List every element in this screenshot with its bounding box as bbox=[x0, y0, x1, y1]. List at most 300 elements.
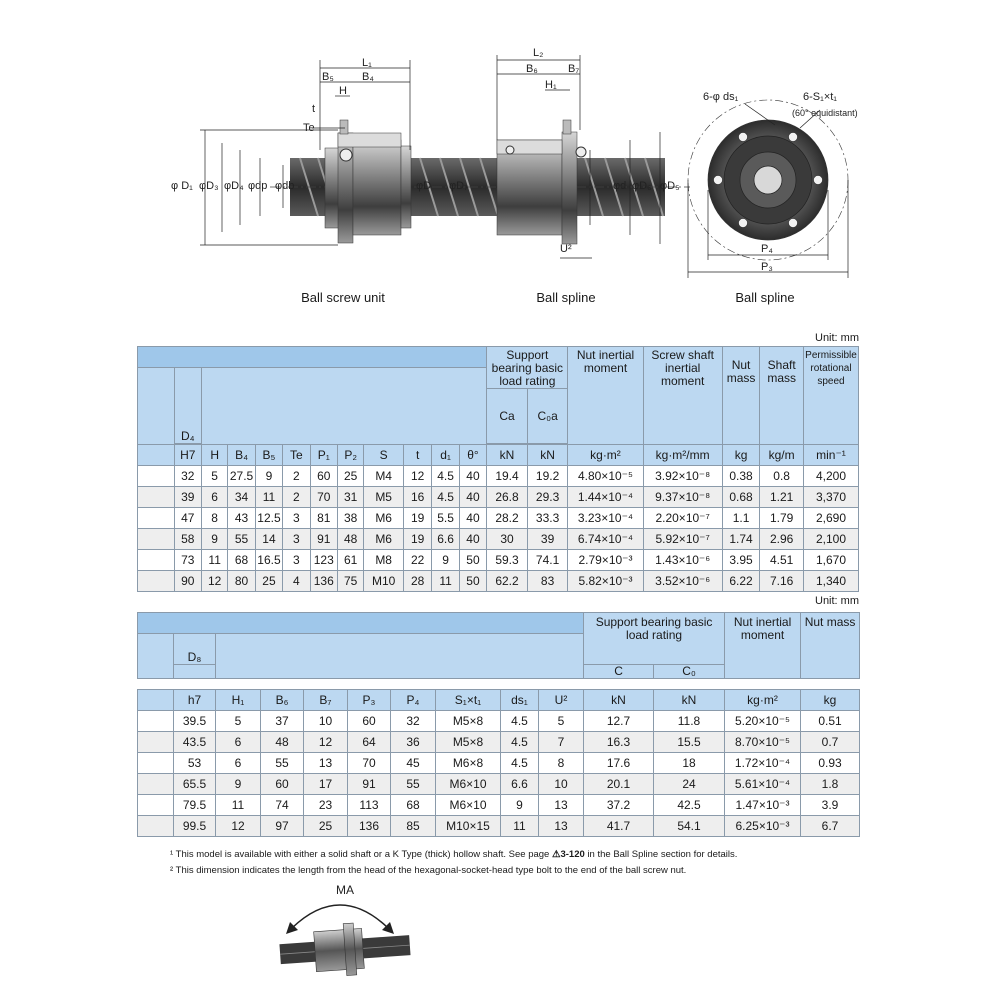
t2-cell: 4.5 bbox=[501, 732, 539, 753]
t2-cell: 11.8 bbox=[654, 711, 725, 732]
t1-cell: 0.38 bbox=[722, 466, 760, 487]
table-row bbox=[138, 753, 860, 774]
t1-cell: 62.2 bbox=[487, 571, 528, 592]
t1-cell: 32 bbox=[174, 466, 201, 487]
t1-cell: 9 bbox=[432, 550, 459, 571]
ball-spline-drawing bbox=[497, 120, 586, 244]
t2-cell: 0.7 bbox=[801, 732, 860, 753]
t2-cell: 13 bbox=[539, 816, 584, 837]
t2-cell: 136 bbox=[348, 816, 391, 837]
t1-col-header: kN bbox=[487, 445, 528, 466]
t1-cell: 3.52×10⁻⁶ bbox=[643, 571, 722, 592]
t1-nut-inertial-header: Nut inertial moment bbox=[568, 347, 643, 446]
t1-cell: 3 bbox=[283, 550, 310, 571]
t1-row-lead bbox=[138, 550, 175, 571]
dim-b4: B₄ bbox=[362, 71, 374, 83]
t2-cell: 37 bbox=[261, 711, 304, 732]
dim-d4: φD₄ bbox=[224, 180, 244, 192]
t2-cell: 18 bbox=[654, 753, 725, 774]
t1-cell: 4.80×10⁻⁵ bbox=[568, 466, 643, 487]
t1-cell: 74.1 bbox=[527, 550, 568, 571]
t2-cell: 7 bbox=[539, 732, 584, 753]
t1-blank-lead bbox=[138, 445, 175, 466]
t1-column-header-row bbox=[138, 445, 859, 466]
t2-cell: 60 bbox=[261, 774, 304, 795]
t2-cell: 36 bbox=[391, 732, 436, 753]
caption-ball-spline-end: Ball spline bbox=[735, 290, 795, 305]
caption-ball-spline: Ball spline bbox=[536, 290, 596, 305]
t1-cell: M6 bbox=[364, 529, 404, 550]
t2-cell: 9 bbox=[216, 774, 261, 795]
t1-cell: 4.5 bbox=[432, 466, 459, 487]
t2-cell: 74 bbox=[261, 795, 304, 816]
t1-cell: 73 bbox=[174, 550, 201, 571]
dim-p4: P₄ bbox=[761, 243, 773, 255]
t1-col-header: H7 bbox=[174, 445, 201, 466]
t2-cell: 16.3 bbox=[584, 732, 654, 753]
t2-col-header: U² bbox=[539, 690, 584, 711]
table-row bbox=[138, 550, 859, 571]
t2-cell: 24 bbox=[654, 774, 725, 795]
t1-cell: 3.92×10⁻⁸ bbox=[643, 466, 722, 487]
t2-cell: 15.5 bbox=[654, 732, 725, 753]
t2-column-header-row bbox=[138, 690, 860, 711]
t2-cell: M6×8 bbox=[436, 753, 501, 774]
dim-ds1: 6-φ ds₁ bbox=[703, 91, 739, 103]
t1-cell: 4.51 bbox=[760, 550, 804, 571]
t2-col-header: B₇ bbox=[304, 690, 348, 711]
footnote-1 bbox=[170, 849, 737, 860]
t2-cell: 17.6 bbox=[584, 753, 654, 774]
footnote-1-mark: ¹ bbox=[170, 849, 174, 860]
t1-cell: 91 bbox=[310, 529, 337, 550]
t1-cell: 5.5 bbox=[432, 508, 459, 529]
t1-col-header: kg·m²/mm bbox=[643, 445, 722, 466]
t1-col-header: kg bbox=[722, 445, 760, 466]
t1-cell: 28 bbox=[403, 571, 431, 592]
t2-cell: 11 bbox=[501, 816, 539, 837]
t1-col-header: θ° bbox=[459, 445, 486, 466]
t1-cell: 47 bbox=[174, 508, 201, 529]
t1-cell: 1.1 bbox=[722, 508, 760, 529]
t2-col-header: kN bbox=[654, 690, 725, 711]
t1-ca-header: Ca bbox=[487, 389, 528, 444]
t1-cell: M10 bbox=[364, 571, 404, 592]
table-row bbox=[138, 711, 860, 732]
t1-cell: 6 bbox=[201, 487, 227, 508]
t2-cell: 4.5 bbox=[501, 711, 539, 732]
t1-cell: 3 bbox=[283, 508, 310, 529]
t1-cell: 0.8 bbox=[760, 466, 804, 487]
t1-cell: 3.95 bbox=[722, 550, 760, 571]
t2-cell: 4.5 bbox=[501, 753, 539, 774]
t2-cell: 3.9 bbox=[801, 795, 860, 816]
t2-support-header: Support bearing basic load rating bbox=[584, 613, 725, 665]
dim-d: φD bbox=[416, 180, 432, 192]
t2-row-lead bbox=[138, 795, 174, 816]
t2-cell: 42.5 bbox=[654, 795, 725, 816]
dim-l2: L₂ bbox=[533, 47, 544, 59]
t1-cell: 2.79×10⁻³ bbox=[568, 550, 643, 571]
t1-row-lead bbox=[138, 571, 175, 592]
t2-col-header: kN bbox=[584, 690, 654, 711]
t1-cell: 27.5 bbox=[228, 466, 255, 487]
t2-row-lead bbox=[138, 711, 174, 732]
t2-cell: 20.1 bbox=[584, 774, 654, 795]
t1-cell: 1.43×10⁻⁶ bbox=[643, 550, 722, 571]
table-row bbox=[138, 795, 860, 816]
t2-cell: 91 bbox=[348, 774, 391, 795]
table-row bbox=[138, 529, 859, 550]
t1-cell: 12 bbox=[201, 571, 227, 592]
t1-cell: 4 bbox=[283, 571, 310, 592]
t1-cell: 81 bbox=[310, 508, 337, 529]
table-row bbox=[138, 816, 860, 837]
dim-d6: φD₆ bbox=[632, 180, 652, 192]
table-row bbox=[138, 571, 859, 592]
footnote-1-text-a: This model is available with either a solid shaft or a K Type (thick) hollow shaft. See page bbox=[175, 849, 552, 860]
t2-col-header: kg·m² bbox=[725, 690, 801, 711]
t1-col-header: kN bbox=[527, 445, 568, 466]
t1-cell: 19.4 bbox=[487, 466, 528, 487]
t2-cell: 17 bbox=[304, 774, 348, 795]
t2-cell: 5 bbox=[539, 711, 584, 732]
t1-col-header: kg·m² bbox=[568, 445, 643, 466]
t2-cell: 68 bbox=[391, 795, 436, 816]
t1-cell: 5.92×10⁻⁷ bbox=[643, 529, 722, 550]
t2-blank-lead bbox=[138, 690, 174, 711]
t1-cell: 2 bbox=[283, 487, 310, 508]
t1-cell: 22 bbox=[403, 550, 431, 571]
t1-cell: 16.5 bbox=[255, 550, 282, 571]
table-ball-screw-unit bbox=[137, 346, 859, 446]
t1-cell: 59.3 bbox=[487, 550, 528, 571]
t1-speed-header: Permissible rotational speed bbox=[804, 347, 859, 446]
t2-cell: 5 bbox=[216, 711, 261, 732]
ball-spline-end-view bbox=[688, 91, 858, 278]
table-row bbox=[138, 774, 860, 795]
t1-cell: 9.37×10⁻⁸ bbox=[643, 487, 722, 508]
t1-cell: 2,690 bbox=[803, 508, 858, 529]
table-row bbox=[138, 466, 859, 487]
t2-cell: 64 bbox=[348, 732, 391, 753]
t1-cell: 5 bbox=[201, 466, 227, 487]
t1-cell: 9 bbox=[201, 529, 227, 550]
moment-diagram bbox=[270, 880, 420, 995]
t2-cell: 54.1 bbox=[654, 816, 725, 837]
t2-cell: 32 bbox=[391, 711, 436, 732]
t2-cell: M6×10 bbox=[436, 795, 501, 816]
dim-l1: L₁ bbox=[362, 57, 372, 69]
t1-cell: 9 bbox=[255, 466, 282, 487]
dimension-labels bbox=[171, 47, 680, 255]
t1-cell: 43 bbox=[228, 508, 255, 529]
t1-shaft-mass-header: Shaft mass bbox=[760, 347, 804, 446]
t1-cell: 6.6 bbox=[432, 529, 459, 550]
t1-cell: M4 bbox=[364, 466, 404, 487]
dim-d1: φ D₁ bbox=[171, 180, 193, 192]
t2-col-header: P₄ bbox=[391, 690, 436, 711]
dim-b6: B₆ bbox=[526, 63, 538, 75]
dim-equidistant: (60° equidistant) bbox=[792, 108, 858, 118]
t2-cell: 65.5 bbox=[174, 774, 216, 795]
t1-cell: M6 bbox=[364, 508, 404, 529]
dimension-lines bbox=[200, 55, 660, 258]
t1-cell: 7.16 bbox=[760, 571, 804, 592]
t1-cell: 19 bbox=[403, 508, 431, 529]
t2-cell: 60 bbox=[348, 711, 391, 732]
t1-cell: 3.23×10⁻⁴ bbox=[568, 508, 643, 529]
t1-cell: 83 bbox=[527, 571, 568, 592]
dim-t: t bbox=[312, 103, 316, 115]
t1-cell: 40 bbox=[459, 466, 486, 487]
t1-cell: 3,370 bbox=[803, 487, 858, 508]
table1-body bbox=[137, 444, 859, 592]
t2-cell: 55 bbox=[261, 753, 304, 774]
footnote-2-text: This dimension indicates the length from the head of the hexagonal-socket-head type bolt to the end of the ball screw nut. bbox=[175, 865, 687, 876]
t1-cell: 6.74×10⁻⁴ bbox=[568, 529, 643, 550]
t1-cell: 1.44×10⁻⁴ bbox=[568, 487, 643, 508]
dim-dp: φdp bbox=[248, 180, 268, 192]
t2-cell: 10 bbox=[539, 774, 584, 795]
t2-cell: 41.7 bbox=[584, 816, 654, 837]
t2-col-header: H₁ bbox=[216, 690, 261, 711]
dim-d7: φD₇ bbox=[449, 180, 468, 192]
t2-row-lead bbox=[138, 753, 174, 774]
t1-col-header: P₁ bbox=[310, 445, 337, 466]
t1-cell: 2.20×10⁻⁷ bbox=[643, 508, 722, 529]
t1-cell: 31 bbox=[337, 487, 363, 508]
t1-cell: 12.5 bbox=[255, 508, 282, 529]
dim-h1: H₁ bbox=[545, 79, 557, 91]
t1-cell: 60 bbox=[310, 466, 337, 487]
t2-cell: 6.6 bbox=[501, 774, 539, 795]
t2-cell: M6×10 bbox=[436, 774, 501, 795]
t1-cell: 19.2 bbox=[527, 466, 568, 487]
t2-row-lead bbox=[138, 732, 174, 753]
t2-row-lead bbox=[138, 774, 174, 795]
t1-cell: 34 bbox=[228, 487, 255, 508]
t1-support-header: Support bearing basic load rating bbox=[487, 347, 568, 389]
t2-d8-top: D₈ bbox=[174, 634, 216, 665]
t1-col-header: S bbox=[364, 445, 404, 466]
table1-header-row-a bbox=[138, 347, 859, 368]
t1-cell: 29.3 bbox=[527, 487, 568, 508]
t1-cell: 12 bbox=[403, 466, 431, 487]
t1-cell: 75 bbox=[337, 571, 363, 592]
t1-cell: 48 bbox=[337, 529, 363, 550]
dim-d3: φD₃ bbox=[199, 180, 219, 192]
t2-cell: 0.93 bbox=[801, 753, 860, 774]
t1-cell: 33.3 bbox=[527, 508, 568, 529]
footnote-2-mark: ² bbox=[170, 865, 174, 876]
technical-drawings bbox=[0, 0, 1000, 320]
t2-c-header: C bbox=[584, 665, 654, 679]
t1-cell: 14 bbox=[255, 529, 282, 550]
t2-nut-inertial-header: Nut inertial moment bbox=[725, 613, 801, 679]
t1-cell: 50 bbox=[459, 571, 486, 592]
t2-cell: 53 bbox=[174, 753, 216, 774]
t1-cell: 90 bbox=[174, 571, 201, 592]
t2-cell: 99.5 bbox=[174, 816, 216, 837]
t1-cell: 11 bbox=[255, 487, 282, 508]
t1-cell: 4,200 bbox=[803, 466, 858, 487]
t2-cell: 6 bbox=[216, 753, 261, 774]
table2-body bbox=[137, 689, 860, 837]
t1-cell: 19 bbox=[403, 529, 431, 550]
dim-te: Te bbox=[303, 122, 315, 134]
t1-col-header: d₁ bbox=[432, 445, 459, 466]
t1-cell: 1,670 bbox=[803, 550, 858, 571]
t1-col-header: B₄ bbox=[228, 445, 255, 466]
t1-cell: M8 bbox=[364, 550, 404, 571]
t1-cell: 2.96 bbox=[760, 529, 804, 550]
table-ball-spline bbox=[137, 612, 860, 679]
t2-cell: 1.8 bbox=[801, 774, 860, 795]
t1-col-header: kg/m bbox=[760, 445, 804, 466]
t2-cell: 55 bbox=[391, 774, 436, 795]
t2-cell: 8 bbox=[539, 753, 584, 774]
t1-cell: 58 bbox=[174, 529, 201, 550]
ball-screw-unit-drawing bbox=[325, 120, 411, 243]
t2-cell: 6.7 bbox=[801, 816, 860, 837]
t2-cell: 12.7 bbox=[584, 711, 654, 732]
t1-nut-mass-header: Nut mass bbox=[722, 347, 760, 446]
dim-b5: B₅ bbox=[322, 71, 334, 83]
table-row bbox=[138, 508, 859, 529]
t2-cell: 70 bbox=[348, 753, 391, 774]
t2-cell: M10×15 bbox=[436, 816, 501, 837]
t2-col-header: B₆ bbox=[261, 690, 304, 711]
t2-cell: 8.70×10⁻⁵ bbox=[725, 732, 801, 753]
caption-ball-screw-unit: Ball screw unit bbox=[301, 290, 385, 305]
t2-cell: 13 bbox=[304, 753, 348, 774]
t1-cell: 2,100 bbox=[803, 529, 858, 550]
dim-d5: φD₅ bbox=[660, 180, 680, 192]
t2-cell: 11 bbox=[216, 795, 261, 816]
t1-cell: 1.21 bbox=[760, 487, 804, 508]
t2-cell: 12 bbox=[216, 816, 261, 837]
t1-cell: 40 bbox=[459, 487, 486, 508]
t2-cell: 45 bbox=[391, 753, 436, 774]
t1-cell: 6.22 bbox=[722, 571, 760, 592]
t1-cell: 2 bbox=[283, 466, 310, 487]
t1-cell: 1.79 bbox=[760, 508, 804, 529]
t1-cell: 26.8 bbox=[487, 487, 528, 508]
table2-unit: Unit: mm bbox=[815, 595, 859, 607]
t1-cell: 40 bbox=[459, 529, 486, 550]
t2-cell: M5×8 bbox=[436, 732, 501, 753]
footnote-2 bbox=[170, 865, 686, 876]
t2-col-header: P₃ bbox=[348, 690, 391, 711]
t2-c0-header: C₀ bbox=[654, 665, 725, 679]
t2-cell: 10 bbox=[304, 711, 348, 732]
t1-cell: 55 bbox=[228, 529, 255, 550]
t1-col-header: B₅ bbox=[255, 445, 282, 466]
t1-cell: 70 bbox=[310, 487, 337, 508]
t1-cell: 8 bbox=[201, 508, 227, 529]
t1-col-header: H bbox=[201, 445, 227, 466]
dim-p3: P₃ bbox=[761, 261, 773, 273]
t2-col-header: ds₁ bbox=[501, 690, 539, 711]
t1-cell: 123 bbox=[310, 550, 337, 571]
t2-cell: 97 bbox=[261, 816, 304, 837]
t1-screw-inertial-header: Screw shaft inertial moment bbox=[643, 347, 722, 446]
t2-cell: 113 bbox=[348, 795, 391, 816]
t2-cell: 25 bbox=[304, 816, 348, 837]
t1-col-header: P₂ bbox=[337, 445, 363, 466]
t2-cell: 6 bbox=[216, 732, 261, 753]
t1-cell: 28.2 bbox=[487, 508, 528, 529]
t1-cell: 40 bbox=[459, 508, 486, 529]
t1-row-lead bbox=[138, 529, 175, 550]
t1-cell: 11 bbox=[432, 571, 459, 592]
table-row bbox=[138, 487, 859, 508]
t2-cell: M5×8 bbox=[436, 711, 501, 732]
t2-cell: 1.47×10⁻³ bbox=[725, 795, 801, 816]
t1-cell: 11 bbox=[201, 550, 227, 571]
t1-cell: 38 bbox=[337, 508, 363, 529]
t2-cell: 37.2 bbox=[584, 795, 654, 816]
t1-cell: 80 bbox=[228, 571, 255, 592]
dim-s1t1: 6-S₁×t₁ bbox=[803, 91, 838, 103]
t2-cell: 48 bbox=[261, 732, 304, 753]
t1-row-lead bbox=[138, 466, 175, 487]
t1-col-header: min⁻¹ bbox=[803, 445, 858, 466]
t1-col-header: t bbox=[403, 445, 431, 466]
t2-cell: 23 bbox=[304, 795, 348, 816]
t2-cell: 79.5 bbox=[174, 795, 216, 816]
t1-cell: 39 bbox=[527, 529, 568, 550]
footnote-1-page-link[interactable]: ⚠3-120 bbox=[551, 849, 585, 860]
table1-unit: Unit: mm bbox=[815, 332, 859, 344]
dim-u: U² bbox=[560, 243, 572, 255]
t1-cell: 50 bbox=[459, 550, 486, 571]
t1-row-lead bbox=[138, 487, 175, 508]
t1-cell: 25 bbox=[337, 466, 363, 487]
t1-cell: 39 bbox=[174, 487, 201, 508]
t1-col-header: Te bbox=[283, 445, 310, 466]
t1-row-lead bbox=[138, 508, 175, 529]
t1-cell: 3 bbox=[283, 529, 310, 550]
t1-cell: 25 bbox=[255, 571, 282, 592]
footnote-1-text-b: in the Ball Spline section for details. bbox=[584, 849, 738, 860]
t1-cell: 61 bbox=[337, 550, 363, 571]
t2-cell: 9 bbox=[501, 795, 539, 816]
t1-cell: 1,340 bbox=[803, 571, 858, 592]
t1-cell: 1.74 bbox=[722, 529, 760, 550]
t2-cell: 6.25×10⁻³ bbox=[725, 816, 801, 837]
moment-label: MA bbox=[336, 883, 354, 897]
t2-cell: 0.51 bbox=[801, 711, 860, 732]
dim-db: φdb bbox=[275, 180, 295, 192]
table-row bbox=[138, 732, 860, 753]
dim-b7: B₇ bbox=[568, 63, 580, 75]
t1-c0a-header: C₀a bbox=[527, 389, 568, 444]
dim-d-spline: φd bbox=[613, 180, 627, 192]
t2-nut-mass-header: Nut mass bbox=[801, 613, 860, 679]
t2-cell: 5.61×10⁻⁴ bbox=[725, 774, 801, 795]
dim-h: H bbox=[339, 85, 347, 97]
t1-cell: M5 bbox=[364, 487, 404, 508]
t2-col-header: kg bbox=[801, 690, 860, 711]
t2-cell: 12 bbox=[304, 732, 348, 753]
t2-cell: 1.72×10⁻⁴ bbox=[725, 753, 801, 774]
t2-cell: 5.20×10⁻⁵ bbox=[725, 711, 801, 732]
t1-d4-top: D₄ bbox=[174, 368, 201, 444]
t1-cell: 68 bbox=[228, 550, 255, 571]
t1-cell: 30 bbox=[487, 529, 528, 550]
